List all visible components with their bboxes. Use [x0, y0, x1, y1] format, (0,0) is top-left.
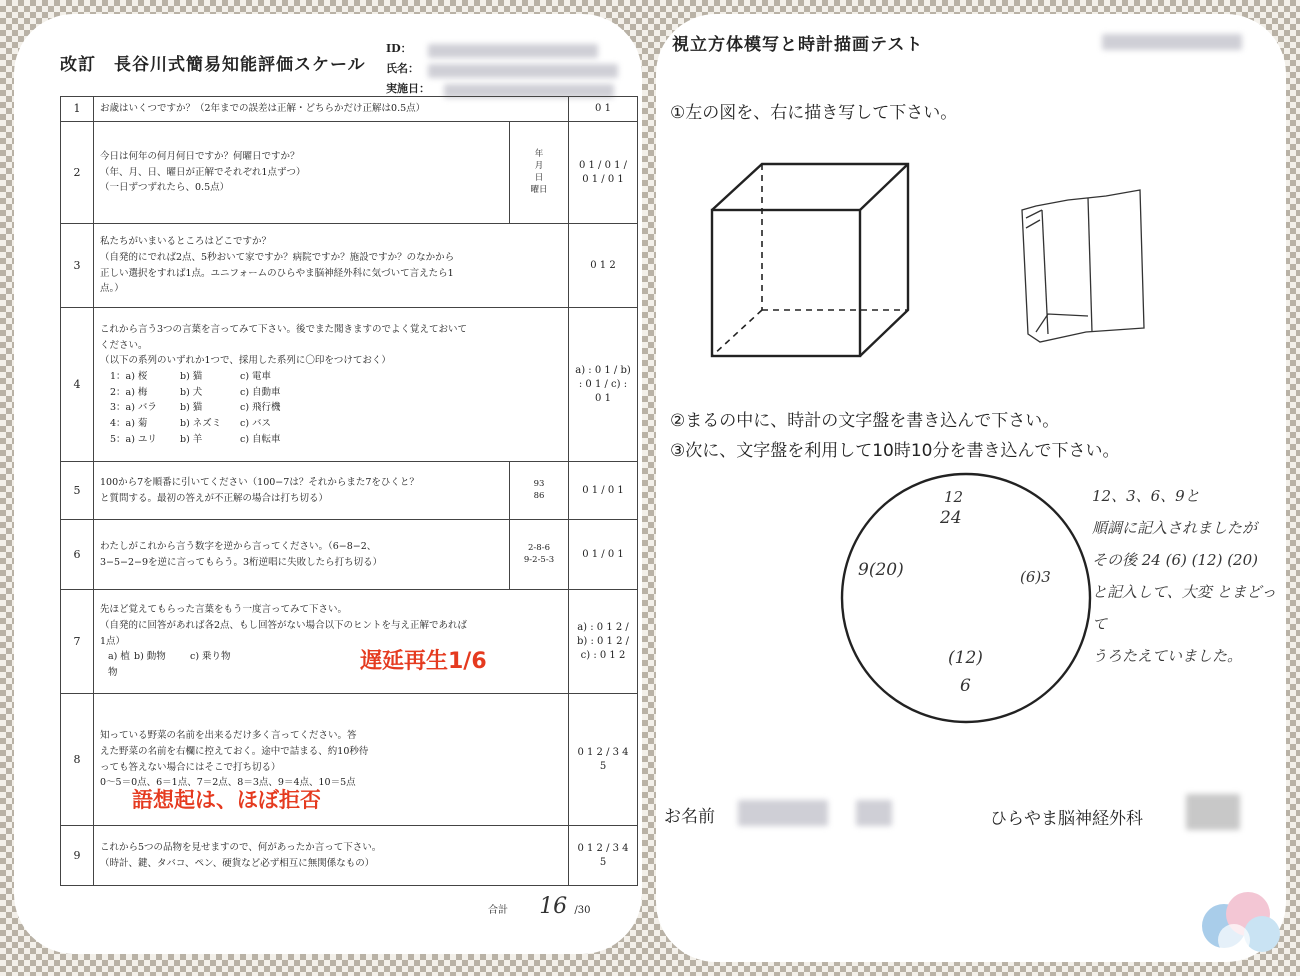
question-row-2: 2 今日は何年の何月何日ですか？何曜日ですか？ （年、月、日、曜日が正解でそれぞれ1点ずつ） （一日ずつずれたら、0.5点） 年 月 日 曜日 0 1 / 0 1 / 0 1 / 0 1 [61, 122, 638, 224]
redacted-id [428, 44, 598, 58]
clock-mark-3: (6)3 [1020, 568, 1051, 586]
clock-mark-24: 24 [940, 508, 962, 528]
cube-clock-test-sheet [656, 14, 1286, 962]
word-series-4: 4：a) 菊 b) ネズミ c) バス [110, 417, 272, 429]
question-table [60, 96, 638, 886]
question-row-6: 6 わたしがこれから言う数字を逆から言ってください。（6−8−2、 3−5−2−9を逆に言ってもらう。3桁逆唱に失敗したら打ち切る） 2-8-6 9-2-5-3 0 1 / 0 1 [61, 520, 638, 590]
id-label: ID： [386, 42, 412, 55]
instruction-clock-time: ③次に、文字盤を利用して10時10分を書き込んで下さい。 [670, 441, 1120, 461]
name-label: お名前 [664, 807, 715, 827]
clock-mark-9: 9(20) [858, 560, 904, 580]
clinic-logo [1186, 794, 1240, 830]
redacted-patient-name [738, 800, 828, 826]
fluency-annotation: 語想起は、ほぼ拒否 [132, 788, 321, 812]
recall-hints: a) 植物 b) 動物 c) 乗り物 [108, 651, 231, 679]
word-series-2: 2：a) 梅 b) 犬 c) 自動車 [110, 386, 281, 398]
question-row-1: 1 お歳はいくつですか？（2年までの誤差は正解・どちらかだけ正解は0.5点） 0 1 [61, 97, 638, 122]
hds-r-score-sheet [14, 14, 642, 954]
question-row-9: 9 これから5つの品物を見せますので、何があったか言って下さい。 （時計、鍵、タバコ、ペン、硬貨など必ず相互に無関係なもの） 0 1 2 / 3 4 5 [61, 826, 638, 886]
word-series-5: 5：a) ユリ b) 羊 c) 自転車 [110, 433, 281, 445]
clock-mark-12-bottom: (12) [948, 648, 983, 668]
word-series-1: 1：a) 桜 b) 猫 c) 電車 [110, 370, 272, 382]
examiner-note: 12、3、6、9と 順調に記入されましたが その後 24 (6) (12) (20) と記入して、大変 とまどって うろたえていました。 [1092, 487, 1277, 665]
word-series-3: 3：a) バラ b) 猫 c) 飛行機 [110, 402, 281, 414]
redacted-name [428, 64, 618, 78]
redacted-patient-name-2 [856, 800, 892, 826]
question-row-8: 8 知っている野菜の名前を出来るだけ多く言ってください。答 えた野菜の名前を右欄に控えておく。途中で詰まる、約10秒待 っても答えない場合にはそこで打ち切る） 0〜5＝0点、6＝1点、7＝2点、8＝3点、9＝4点、10＝5点 0 1 2 / 3 4 5 [61, 694, 638, 826]
clock-mark-12: 12 [944, 488, 964, 506]
question-row-3: 3 私たちがいまいるところはどこですか？ （自発的にでれば2点、5秒おいて家ですか？病院ですか？施設ですか？のなかから 正しい選択をすれば1点。ユニフォームのひらやま脳神経外科に気づいて言えたら1 点。） 0 1 2 [61, 224, 638, 308]
total-score: 合計 16 /30 [488, 894, 591, 919]
instruction-clock-face: ②まるの中に、時計の文字盤を書き込んで下さい。 [670, 411, 1060, 431]
date-label: 実施日： [386, 82, 430, 95]
clock-mark-6: 6 [960, 676, 971, 696]
sheet-title: 改訂 長谷川式簡易知能評価スケール [60, 55, 366, 75]
clinic-name: ひらやま脳神経外科 [990, 809, 1143, 829]
question-row-4: 4 これから言う3つの言葉を言ってみて下さい。後でまた聞きますのでよく覚えておいて ください。 （以下の系列のいずれか1つで、採用した系列に〇印をつけておく） 1：a) 桜 b) 猫 c) 電車 2：a) 梅 b) 犬 c) 自動車 3：a) バラ b) 猫 c) 飛行機 4：a) 菊 b) ネズミ c) バス 5：a) ユリ b) 羊 c) 自転車 a) : 0 1 / b) : 0 1 / c) : 0 1 [61, 308, 638, 462]
question-row-5: 5 100から7を順番に引いてください（100−7は？それからまた7をひくと？ と質問する。最初の答えが不正解の場合は打ち切る） 93 86 0 1 / 0 1 [61, 462, 638, 520]
question-row-7: 7 先ほど覚えてもらった言葉をもう一度言ってみて下さい。 （自発的に回答があれば各2点、もし回答がない場合以下のヒントを与え正解であれば 1点） a) 植物 b) 動物 c) 乗り物 a) : 0 1 2 / b) : 0 1 2 / c) : 0 1 2 [61, 590, 638, 694]
test-title: 視立方体模写と時計描画テスト [672, 35, 924, 55]
name-label: 氏名： [386, 62, 419, 75]
delayed-recall-annotation: 遅延再生1/6 [360, 649, 487, 674]
instruction-copy-cube: ①左の図を、右に描き写して下さい。 [670, 103, 958, 123]
corner-cloud-logo [1196, 880, 1286, 960]
